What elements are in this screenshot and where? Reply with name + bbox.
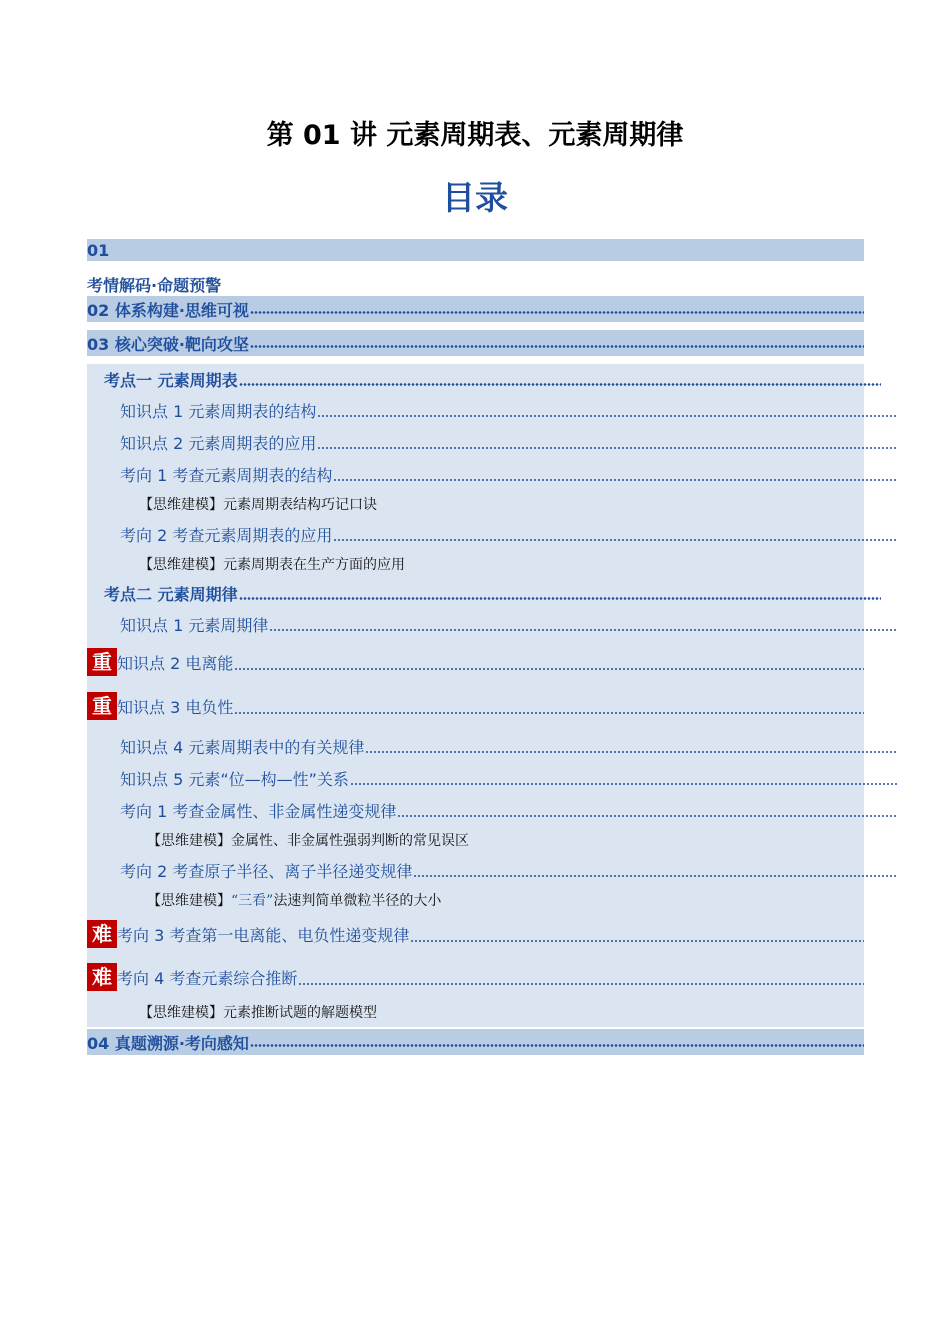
toc-kp2-direction-2-label: 考向 2 考查原子半径、离子半径递变规律 <box>120 861 413 881</box>
leader-dots <box>410 940 864 942</box>
toc-kp2-direction-2-model-quote: “三看” <box>231 893 274 909</box>
toc-kp2-knowledge-5-label: 知识点 5 元素“位—构—性”关系 <box>120 769 349 789</box>
toc-section-02-label: 02 体系构建·思维可视 <box>87 300 249 320</box>
toc-section-01[interactable] <box>87 239 864 261</box>
leader-dots <box>239 597 881 600</box>
leader-dots <box>350 783 897 785</box>
toc-kp2-knowledge-3[interactable] <box>87 690 864 722</box>
leader-dots <box>234 712 864 714</box>
toc-kp2-direction-1[interactable] <box>87 795 897 825</box>
toc-kp1-direction-1-label: 考向 1 考查元素周期表的结构 <box>120 465 333 485</box>
leader-dots <box>298 983 864 985</box>
toc-kaodian-1[interactable] <box>87 364 881 394</box>
toc-kp2-direction-4[interactable] <box>87 961 864 993</box>
leader-dots <box>317 415 897 417</box>
toc-kp2-knowledge-2[interactable] <box>87 646 864 678</box>
leader-dots <box>333 539 897 541</box>
toc-kp1-direction-1-model-label: 【思维建模】元素周期表结构巧记口诀 <box>139 497 377 513</box>
toc-kp1-direction-2-label: 考向 2 考查元素周期表的应用 <box>120 525 333 545</box>
toc-kp2-knowledge-5[interactable] <box>87 763 897 793</box>
toc-kaodian-2[interactable] <box>87 578 881 608</box>
toc-kaodian-2-label: 考点二 元素周期律 <box>104 584 238 604</box>
toc-heading: 目录 <box>442 178 508 217</box>
toc-kp2-direction-3-label: 考向 3 考查第一电离能、电负性递变规律 <box>117 925 410 945</box>
toc-kp2-direction-4-model[interactable] <box>87 998 916 1026</box>
leader-dots <box>239 383 881 386</box>
leader-dots <box>397 815 897 817</box>
toc-kp1-direction-2[interactable] <box>87 519 897 549</box>
leader-dots <box>413 875 897 877</box>
leader-dots <box>333 479 897 481</box>
document-title: 第 01 讲 元素周期表、元素周期律 <box>266 120 684 151</box>
toc-kp1-knowledge-1-label: 知识点 1 元素周期表的结构 <box>120 401 317 421</box>
toc-section-03[interactable] <box>87 330 864 356</box>
toc-section-04[interactable] <box>87 1029 864 1055</box>
toc-kp2-knowledge-1[interactable] <box>87 609 897 639</box>
difficult-badge: 难 <box>87 963 117 991</box>
toc-kp2-knowledge-1-label: 知识点 1 元素周期律 <box>120 615 269 635</box>
leader-dots <box>250 311 864 314</box>
toc-kp2-knowledge-3-label: 知识点 3 电负性 <box>117 697 234 717</box>
toc-kp1-knowledge-2-label: 知识点 2 元素周期表的应用 <box>120 433 317 453</box>
toc-kp2-knowledge-2-label: 知识点 2 电离能 <box>117 653 234 673</box>
toc-kp2-knowledge-4-label: 知识点 4 元素周期表中的有关规律 <box>120 737 365 757</box>
toc-kp2-direction-3[interactable] <box>87 918 864 950</box>
leader-dots <box>269 629 897 631</box>
toc-kp2-direction-2[interactable] <box>87 855 897 885</box>
key-point-badge: 重 <box>87 648 117 676</box>
toc-section-01-label-row[interactable] <box>87 272 864 296</box>
toc-section-02[interactable] <box>87 296 864 322</box>
leader-dots <box>365 751 897 753</box>
toc-kp2-direction-1-model[interactable] <box>87 826 924 854</box>
leader-dots <box>250 1044 864 1047</box>
toc-kp1-direction-1[interactable] <box>87 459 897 489</box>
leader-dots <box>250 345 864 348</box>
toc-section-01-label: 考情解码·命题预警 <box>87 275 222 295</box>
leader-dots <box>317 447 897 449</box>
key-point-badge: 重 <box>87 692 117 720</box>
toc-kp1-direction-1-model[interactable] <box>87 490 916 518</box>
toc-kp2-direction-4-model-label: 【思维建模】元素推断试题的解题模型 <box>139 1005 377 1021</box>
toc-section-03-label: 03 核心突破·靶向攻坚 <box>87 334 249 354</box>
toc-kp2-direction-1-label: 考向 1 考查金属性、非金属性递变规律 <box>120 801 397 821</box>
toc-kp1-direction-2-model-label: 【思维建模】元素周期表在生产方面的应用 <box>139 557 405 573</box>
toc-kp1-direction-2-model[interactable] <box>87 550 916 578</box>
toc-kp2-direction-2-model-rest: 法速判简单微粒半径的大小 <box>273 893 442 909</box>
toc-kp1-knowledge-1[interactable] <box>87 395 897 425</box>
toc-kaodian-1-label: 考点一 元素周期表 <box>104 370 238 390</box>
toc-kp2-direction-2-model-prefix: 【思维建模】 <box>147 893 231 909</box>
toc-kp1-knowledge-2[interactable] <box>87 427 897 457</box>
toc-kp2-direction-4-label: 考向 4 考查元素综合推断 <box>117 968 298 988</box>
toc-kp2-direction-2-model[interactable] <box>87 886 924 914</box>
toc-kp2-direction-1-model-label: 【思维建模】金属性、非金属性强弱判断的常见误区 <box>147 833 469 849</box>
toc-section-04-label: 04 真题溯源·考向感知 <box>87 1033 249 1053</box>
leader-dots <box>234 668 864 670</box>
difficult-badge: 难 <box>87 920 117 948</box>
toc-section-01-number: 01 <box>87 240 110 260</box>
toc-kp2-knowledge-4[interactable] <box>87 731 897 761</box>
